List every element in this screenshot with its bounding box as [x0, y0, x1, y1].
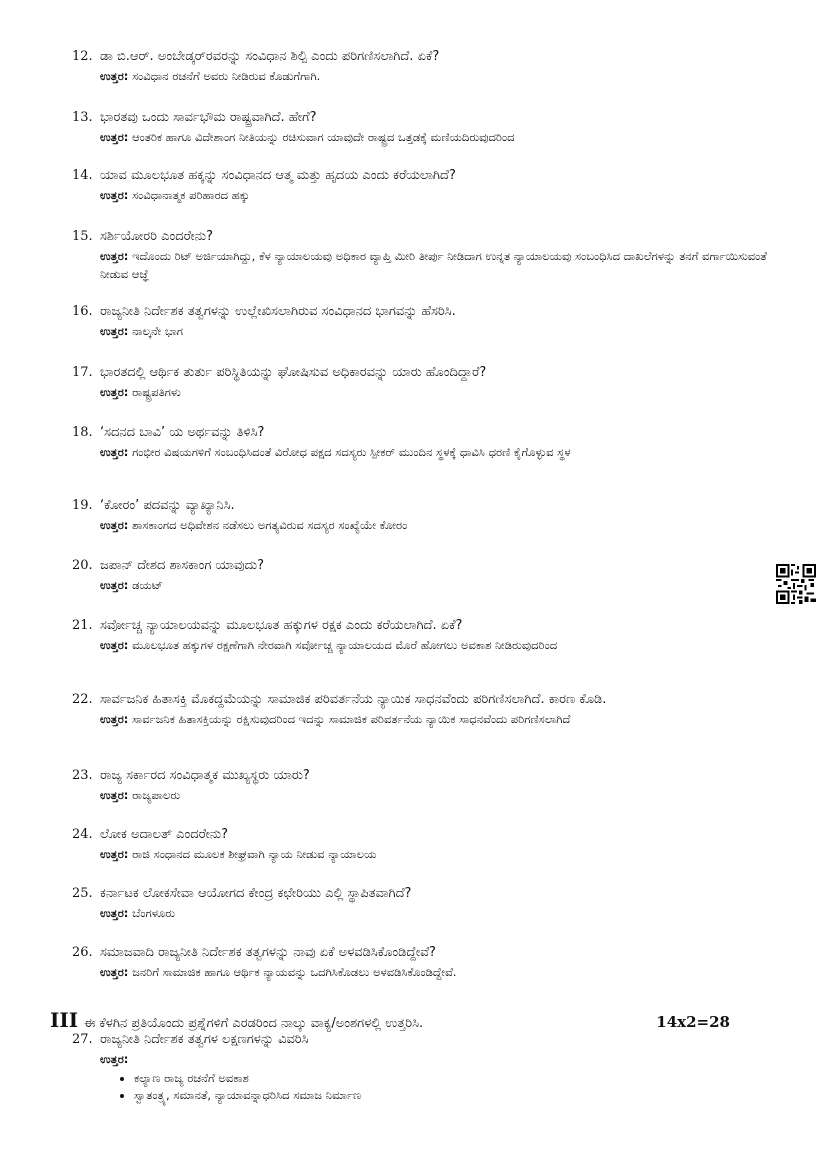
question-number: 24.	[72, 827, 93, 842]
answer	[72, 576, 772, 594]
answer	[72, 128, 772, 146]
question-block	[72, 424, 772, 461]
answer-label: ಉತ್ತರ:	[100, 324, 129, 338]
section-header	[50, 1008, 730, 1032]
question-text: ಜಪಾನ್ ದೇಶದ ಶಾಸಕಾಂಗ ಯಾವುದು?	[100, 558, 265, 573]
question-number: 17.	[72, 365, 93, 380]
answer-text: ಸಂವಿಧಾನ ರಚನೆಗೆ ಅವರು ನೀಡಿರುವ ಕೊಡುಗೆಗಾಗಿ.	[132, 69, 321, 83]
answer-text: ಡಯಟ್	[132, 578, 163, 592]
question-block	[72, 944, 772, 981]
answer-text: ಇದೊಂದು ರಿಟ್ ಅರ್ಜಿಯಾಗಿದ್ದು, ಕೆಳ ನ್ಯಾಯಾಲಯವು ಅಧಿಕಾರ ವ್ಯಾಪ್ತಿ ಮೀರಿ ತೀರ್ಪು ನೀಡಿದಾಗ ಉನ್ನತ ನ್ಯಾಯಾಲಯವು ಸಂಬಂಧಿಸಿದ ದಾಖಲೆಗಳನ್ನು ತನಗೆ ವರ್ಗಾಯಿಸುವಂತೆ ನೀಡುವ ಆಜ್ಞೆ	[100, 249, 767, 281]
question-text: ಕರ್ನಾಟಕ ಲೋಕಸೇವಾ ಆಯೋಗದ ಕೇಂದ್ರ ಕಛೇರಿಯು ಎಲ್ಲಿ ಸ್ಥಾಪಿತವಾಗಿದೆ?	[100, 886, 412, 901]
question-number: 18.	[72, 425, 93, 440]
question-text: ಸರ್ಶಿಯೋರರಿ ಎಂದರೇನು?	[100, 229, 214, 244]
question-block	[72, 364, 772, 401]
question-number: 19.	[72, 498, 93, 513]
answer-label: ಉತ್ತರ:	[100, 518, 129, 532]
answer-text: ಮೂಲಭೂತ ಹಕ್ಕುಗಳ ರಕ್ಷಣೆಗಾಗಿ ನೇರವಾಗಿ ಸರ್ವೋಚ್ಚ ನ್ಯಾಯಾಲಯದ ಮೊರೆ ಹೋಗಲು ಅವಕಾಶ ನೀಡಿರುವುದರಿಂದ	[132, 638, 558, 652]
answer	[72, 845, 772, 863]
question-text: ಭಾರತದಲ್ಲಿ ಆರ್ಥಿಕ ತುರ್ತು ಪರಿಸ್ಥಿತಿಯನ್ನು ಘೋಷಿಸುವ ಅಧಿಕಾರವನ್ನು ಯಾರು ಹೊಂದಿದ್ದಾರೆ?	[100, 365, 487, 380]
answer-text: ಬೆಂಗಳೂರು	[132, 906, 176, 920]
answer-label: ಉತ್ತರ:	[100, 578, 129, 592]
question-block	[72, 48, 772, 85]
question-number: 23.	[72, 768, 93, 783]
answer-text: ಜನರಿಗೆ ಸಾಮಾಜಿಕ ಹಾಗೂ ಆರ್ಥಿಕ ನ್ಯಾಯವನ್ನು ಒದಗಿಸಿಕೊಡಲು ಅಳವಡಿಸಿಕೊಂಡಿದ್ದೇವೆ.	[132, 965, 457, 979]
answer-text: ಆಂತರಿಕ ಹಾಗೂ ವಿದೇಶಾಂಗ ನೀತಿಯನ್ನು ರಚಿಸುವಾಗ ಯಾವುದೇ ರಾಷ್ಟ್ರದ ಒತ್ತಡಕ್ಕೆ ಮಣಿಯದಿರುವುದರಿಂದ	[132, 130, 515, 144]
question-number: 21.	[72, 618, 93, 633]
answer-text: ರಾಷ್ಟ್ರಪತಿಗಳು	[132, 385, 181, 399]
question-block	[72, 557, 772, 594]
question-block	[72, 497, 772, 534]
answer	[72, 516, 772, 534]
question-text: ರಾಜ್ಯನೀತಿ ನಿರ್ದೇಶಕ ತತ್ವಗಳ ಲಕ್ಷಣಗಳನ್ನು ವಿವರಿಸಿ	[100, 1032, 309, 1047]
answer-label: ಉತ್ತರ:	[100, 788, 129, 802]
section-instruction: ಈ ಕೆಳಗಿನ ಪ್ರತಿಯೊಂದು ಪ್ರಶ್ನೆಗಳಿಗೆ ಎರಡರಿಂದ ನಾಲ್ಕು ವಾಕ್ಯ/ಅಂಶಗಳಲ್ಲಿ ಉತ್ತರಿಸಿ.	[84, 1016, 424, 1031]
answer	[72, 904, 772, 922]
answer-label: ಉತ್ತರ:	[100, 445, 129, 459]
answer	[72, 786, 772, 804]
answer-label: ಉತ್ತರ:	[100, 130, 129, 144]
question-block	[72, 303, 772, 340]
answer-bullet: • ಸ್ವಾತಂತ್ರ್ಯ, ಸಮಾನತೆ, ನ್ಯಾಯಾವನ್ನಾಧರಿಸಿದ ಸಮಾಜ ನಿರ್ಮಾಣ	[134, 1087, 772, 1104]
question-block	[72, 826, 772, 863]
answer-label: ಉತ್ತರ:	[100, 385, 129, 399]
question-block	[72, 167, 772, 204]
question-block	[72, 109, 772, 146]
question-number: 22.	[72, 692, 93, 707]
question-block	[72, 228, 772, 283]
answer-label: ಉತ್ತರ:	[100, 188, 129, 202]
question-number: 12.	[72, 49, 93, 64]
section-marks: 14x2=28	[656, 1013, 730, 1031]
answer	[72, 636, 772, 654]
answer	[72, 443, 772, 461]
answer-label: ಉತ್ತರ:	[100, 847, 129, 861]
question-text: ಭಾರತವು ಒಂದು ಸಾರ್ವಭೌಮ ರಾಷ್ಟ್ರವಾಗಿದೆ. ಹೇಗೆ?	[100, 110, 317, 125]
answer-text: ಸಾರ್ವಜನಿಕ ಹಿತಾಸಕ್ತಿಯನ್ನು ರಕ್ಷಿಸುವುದರಿಂದ ಇದನ್ನು ಸಾಮಾಜಿಕ ಪರಿವರ್ತನೆಯ ನ್ಯಾಯಿಕ ಸಾಧನವೆಂದು ಪರಿಗಣಿಸಲಾಗಿದೆ	[132, 712, 571, 726]
answer	[72, 963, 772, 981]
question-number: 15.	[72, 229, 93, 244]
question-block	[72, 691, 772, 728]
answer	[72, 247, 772, 283]
answer-label: ಉತ್ತರ:	[100, 712, 129, 726]
answer-bullet: • ಕಲ್ಯಾಣ ರಾಜ್ಯ ರಚನೆಗೆ ಅವಕಾಶ	[134, 1070, 772, 1087]
answer	[72, 322, 772, 340]
question-block	[72, 617, 772, 654]
answer-label: ಉತ್ತರ:	[100, 965, 129, 979]
question-text: ರಾಜ್ಯ ಸರ್ಕಾರದ ಸಂವಿಧಾತ್ಮಕ ಮುಖ್ಯಸ್ಥರು ಯಾರು?	[100, 768, 310, 783]
answer	[72, 710, 772, 728]
answer-bullet-list	[72, 1070, 772, 1104]
question-number: 20.	[72, 558, 93, 573]
question-text: ಸಾರ್ವಜನಿಕ ಹಿತಾಸಕ್ತಿ ಮೊಕದ್ದಮೆಯನ್ನು ಸಾಮಾಜಿಕ ಪರಿವರ್ತನೆಯ ನ್ಯಾಯಿಕ ಸಾಧನವೆಂದು ಪರಿಗಣಿಸಲಾಗಿದೆ. ಕಾರಣ ಕೊಡಿ.	[100, 692, 607, 707]
answer-label: ಉತ್ತರ:	[100, 69, 129, 83]
answer-label: ಉತ್ತರ:	[100, 906, 129, 920]
answer-label: ಉತ್ತರ:	[100, 249, 129, 263]
question-text: ಲೋಕ ಅದಾಲತ್ ಎಂದರೇನು?	[100, 827, 229, 842]
question-number: 13.	[72, 110, 93, 125]
answer-label: ಉತ್ತರ:	[100, 1052, 129, 1066]
answer	[72, 67, 772, 85]
question-text: ರಾಜ್ಯನೀತಿ ನಿರ್ದೇಶಕ ತತ್ವಗಳನ್ನು ಉಲ್ಲೇಖಿಸಲಾಗಿರುವ ಸಂವಿಧಾನದ ಭಾಗವನ್ನು ಹೆಸರಿಸಿ.	[100, 304, 456, 319]
question-block	[72, 767, 772, 804]
question-text: ಸರ್ವೋಚ್ಚ ನ್ಯಾಯಾಲಯವನ್ನು ಮೂಲಭೂತ ಹಕ್ಕುಗಳ ರಕ್ಷಕ ಎಂದು ಕರೆಯಲಾಗಿದೆ. ಏಕೆ?	[100, 618, 463, 633]
answer	[72, 186, 772, 204]
question-number: 27.	[72, 1032, 93, 1047]
answer-text: ಶಾಸಕಾಂಗದ ಅಧಿವೇಶನ ನಡೆಸಲು ಅಗತ್ಯವಿರುವ ಸದಸ್ಯರ ಸಂಖ್ಯೆಯೇ ಕೋರಂ	[132, 518, 408, 532]
question-block	[72, 885, 772, 922]
question-text: ‘ಕೋರಂ’ ಪದವನ್ನು ವ್ಯಾಖ್ಯಾನಿಸಿ.	[100, 498, 235, 513]
question-number: 26.	[72, 945, 93, 960]
answer-text: ನಾಲ್ಕನೇ ಭಾಗ	[132, 324, 184, 338]
answer-label: ಉತ್ತರ:	[100, 638, 129, 652]
question-27	[72, 1031, 772, 1104]
qr-code-icon	[776, 564, 816, 604]
section-number: III	[50, 1008, 79, 1032]
answer	[72, 383, 772, 401]
question-text: ಡಾ ಬಿ.ಆರ್. ಅಂಬೇಡ್ಕರ್‌ರವರನ್ನು ಸಂವಿಧಾನ ಶಿಲ್ಪಿ ಎಂದು ಪರಿಗಣಿಸಲಾಗಿದೆ. ಏಕೆ?	[100, 49, 440, 64]
answer-text: ರಾಜ್ಯಪಾಲರು	[132, 788, 181, 802]
answer-text: ಗಂಭೀರ ವಿಷಯಗಳಿಗೆ ಸಂಬಂಧಿಸಿದಂತೆ ವಿರೋಧ ಪಕ್ಷದ ಸದಸ್ಯರು ಸ್ಪೀಕರ್ ಮುಂದಿನ ಸ್ಥಳಕ್ಕೆ ಧಾವಿಸಿ ಧರಣಿ ಕೈಗೊಳ್ಳುವ ಸ್ಥಳ	[132, 445, 571, 459]
answer-text: ರಾಜಿ ಸಂಧಾನದ ಮೂಲಕ ಶೀಘ್ರವಾಗಿ ನ್ಯಾಯ ನೀಡುವ ನ್ಯಾಯಾಲಯ	[132, 847, 377, 861]
answer-text: ಸಂವಿಧಾನಾತ್ಮಕ ಪರಿಹಾರದ ಹಕ್ಕು	[132, 188, 250, 202]
question-number: 25.	[72, 886, 93, 901]
question-text: ‘ಸದನದ ಬಾವಿ’ ಯ ಅರ್ಥವನ್ನು ತಿಳಿಸಿ?	[100, 425, 265, 440]
question-text: ಸಮಾಜವಾದಿ ರಾಜ್ಯನೀತಿ ನಿರ್ದೇಶಕ ತತ್ವಗಳನ್ನು ನಾವು ಏಕೆ ಅಳವಡಿಸಿಕೊಂಡಿದ್ದೇವೆ?	[100, 945, 436, 960]
question-number: 14.	[72, 168, 93, 183]
question-text: ಯಾವ ಮೂಲಭೂತ ಹಕ್ಕನ್ನು ಸಂವಿಧಾನದ ಆತ್ಮ ಮತ್ತು ಹೃದಯ ಎಂದು ಕರೆಯಲಾಗಿದೆ?	[100, 168, 456, 183]
question-number: 16.	[72, 304, 93, 319]
